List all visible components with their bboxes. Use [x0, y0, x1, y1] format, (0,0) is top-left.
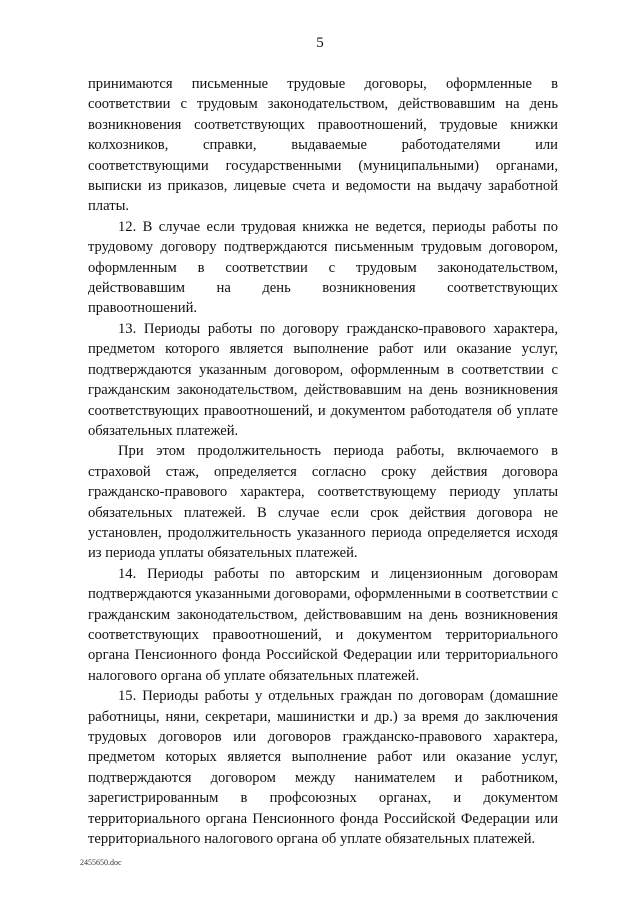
paragraph-item-15: 15. Периоды работы у отдельных граждан по договорам (домашние работницы, няни, секретари, машинистки и др.) за время до заключения трудовых договоров или договоров гражданско-правового характера, предметом которых является выполнение работ или оказание услуг, подтверждаются договором между нанимателем и работником, зарегистрированным в профсоюзных органах, и документом территориального органа Пенсионного фонда Российской Федерации или территориального налогового органа об уплате обязательных платежей.: [88, 688, 558, 848]
paragraph-item-14: 14. Периоды работы по авторским и лицензионным договорам подтверждаются указанными договорами, оформленными в соответствии с гражданским законодательством, действовавшим на день возникновения соответствующих правоотношений, и документом территориального органа Пенсионного фонда Российской Федерации или территориального налогового органа об уплате обязательных платежей.: [88, 565, 558, 684]
paragraph-continuation: принимаются письменные трудовые договоры, оформленные в соответствии с трудовым законодательством, действовавшим на день возникновения соответствующих правоотношений, трудовые книжки колхозников, справки, выдаваемые работодателями или соответствующими государственными (муниципальными) органами, выписки из приказов, лицевые счета и ведомости на выдачу заработной платы.: [88, 76, 558, 215]
footer-filename: 2455650.doc: [80, 858, 122, 867]
document-body: [88, 74, 558, 849]
paragraph-item-13-continuation: При этом продолжительность периода работы, включаемого в страховой стаж, определяется согласно сроку действия договора гражданско-правового характера, соответствующему периоду уплаты обязательных платежей. В случае если срок действия договора не установлен, продолжительность указанного периода определяется исходя из периода уплаты обязательных платежей.: [88, 443, 558, 562]
page-number: 5: [316, 35, 324, 51]
paragraph-item-12: 12. В случае если трудовая книжка не ведется, периоды работы по трудовому договору подтверждаются письменным трудовым договором, оформленным в соответствии с трудовым законодательством, действовавшим на день возникновения соответствующих правоотношений.: [88, 218, 558, 317]
paragraph-item-13: 13. Периоды работы по договору гражданско-правового характера, предметом которого является выполнение работ или оказание услуг, подтверждаются указанным договором, оформленным в соответствии с гражданским законодательством, действовавшим на день возникновения соответствующих правоотношений, и документом работодателя об уплате обязательных платежей.: [88, 320, 558, 439]
